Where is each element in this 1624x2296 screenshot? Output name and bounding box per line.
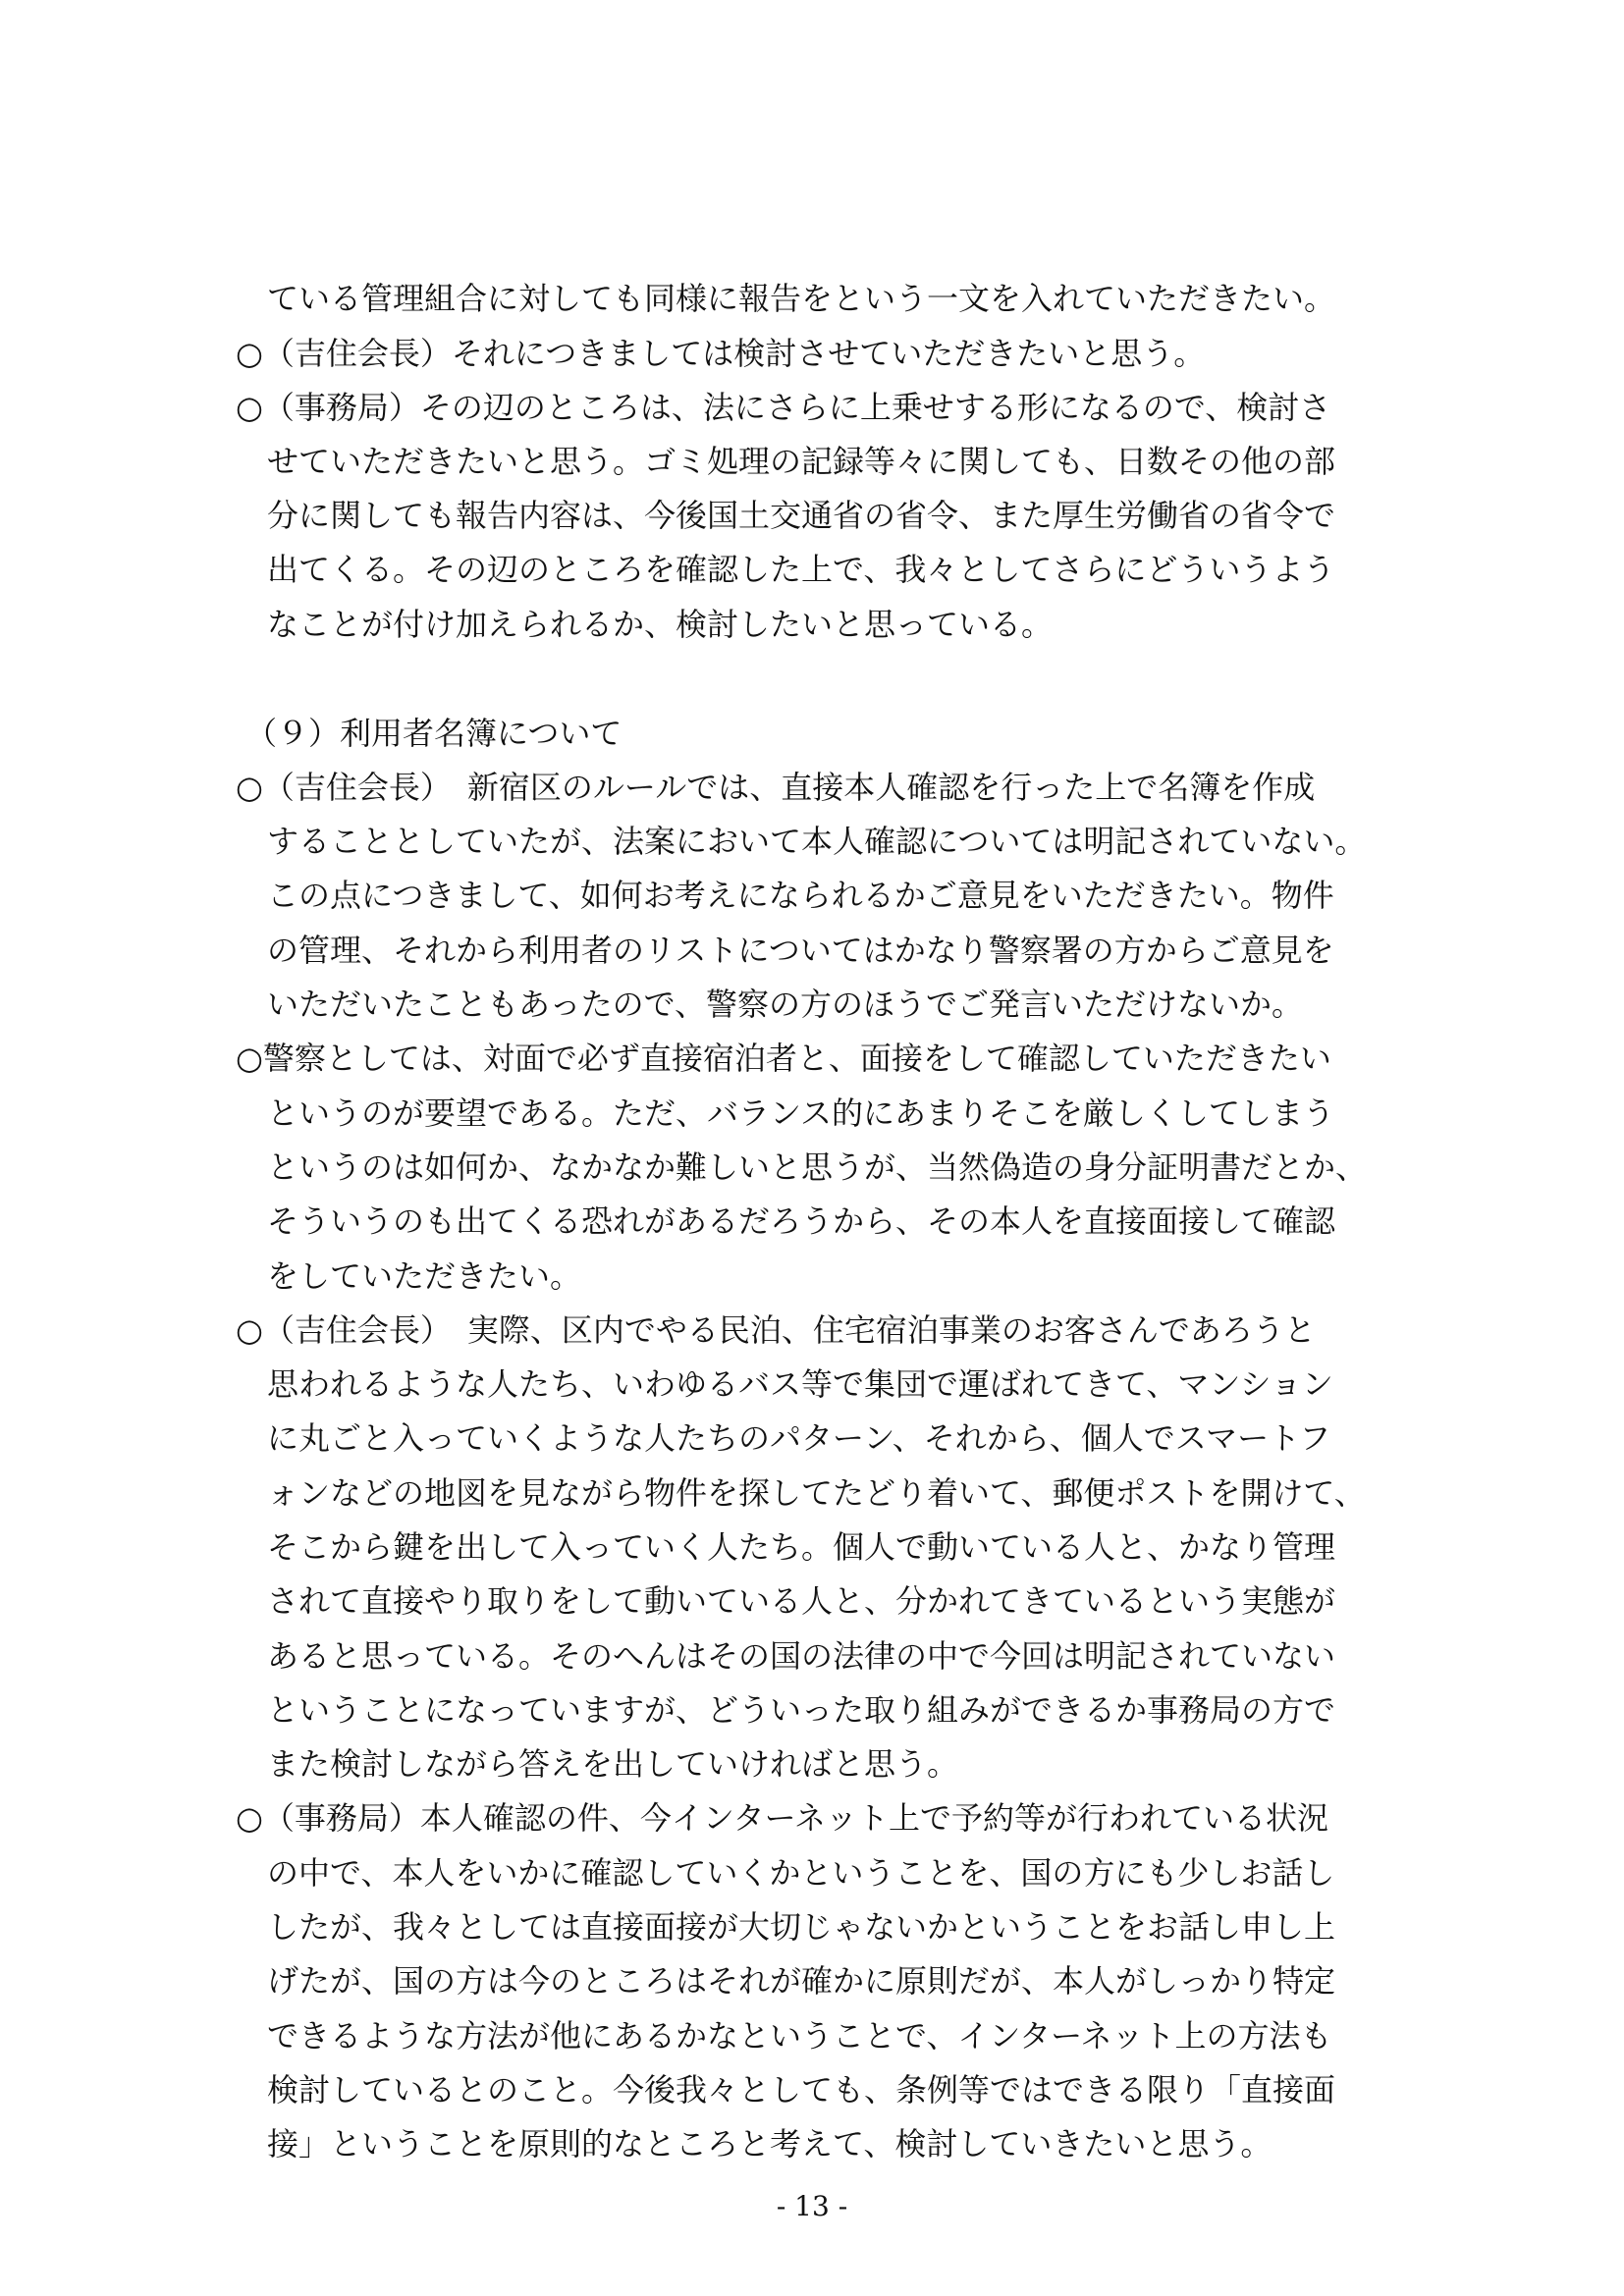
text-line: ○（事務局）その辺のところは、法にさらに上乗せする形になるので、検討さ	[236, 389, 1331, 426]
text-line: また検討しながら答えを出していければと思う。	[236, 1745, 959, 1783]
text-line: 出てくる。その辺のところを確認した上で、我々としてさらにどういうよう	[236, 551, 1335, 588]
text-line: せていただきたいと思う。ゴミ処理の記録等々に関しても、日数その他の部	[236, 443, 1336, 480]
text-line: そういうのも出てくる恐れがあるだろうから、その本人を直接面接して確認	[236, 1202, 1336, 1240]
text-line: というのが要望である。ただ、バランス的にあまりそこを厳しくしてしまう	[236, 1095, 1335, 1132]
text-line: 分に関しても報告内容は、今後国土交通省の省令、また厚生労働省の省令で	[236, 497, 1336, 534]
text-line: この点につきまして、如何お考えになられるかご意見をいただきたい。物件	[236, 877, 1334, 914]
text-line: ○（吉住会長）それにつきましては検討させていただきたいと思う。	[236, 335, 1206, 372]
text-line: なことが付け加えられるか、検討したいと思っている。	[236, 606, 1054, 643]
page-number: - 13 -	[776, 2190, 848, 2222]
text-line: をしていただきたい。	[236, 1257, 582, 1295]
text-line: あると思っている。そのへんはその国の法律の中で今回は明記されていない	[236, 1637, 1336, 1675]
text-line: したが、我々としては直接面接が大切じゃないかということをお話し申し上	[236, 1908, 1336, 1946]
text-line: ている管理組合に対しても同様に報告をという一文を入れていただきたい。	[236, 280, 1336, 317]
text-line: ○（事務局）本人確認の件、今インターネット上で予約等が行われている状況	[236, 1799, 1329, 1837]
text-line: することとしていたが、法案において本人確認については明記されていない。	[236, 823, 1367, 860]
text-line: の管理、それから利用者のリストについてはかなり警察署の方からご意見を	[236, 932, 1334, 969]
text-line: ○（吉住会長） 実際、区内でやる民泊、住宅宿泊事業のお客さんであろうと	[236, 1311, 1316, 1349]
text-line: そこから鍵を出して入っていく人たち。個人で動いている人と、かなり管理	[236, 1528, 1336, 1566]
text-line: 思われるような人たち、いわゆるバス等で集団で運ばれてきて、マンション	[236, 1365, 1333, 1403]
text-line: ○警察としては、対面で必ず直接宿泊者と、面接をして確認していただきたい	[236, 1040, 1331, 1077]
text-line: できるような方法が他にあるかなということで、インターネット上の方法も	[236, 2017, 1332, 2055]
text-line: に丸ごと入っていくような人たちのパターン、それから、個人でスマートフ	[236, 1419, 1331, 1457]
section-heading: （９）利用者名簿について	[245, 715, 623, 752]
text-line: ォンなどの地図を見ながら物件を探してたどり着いて、郵便ポストを開けて、	[236, 1474, 1366, 1512]
text-line: ということになっていますが、どういった取り組みができるか事務局の方で	[236, 1691, 1336, 1729]
text-line: というのは如何か、なかなか難しいと思うが、当然偽造の身分証明書だとか、	[236, 1148, 1368, 1186]
document-body	[236, 0, 1414, 2296]
text-line: げたが、国の方は今のところはそれが確かに原則だが、本人がしっかり特定	[236, 1962, 1336, 2000]
text-line: ○（吉住会長） 新宿区のルールでは、直接本人確認を行った上で名簿を作成	[236, 769, 1316, 806]
text-line: 検討しているとのこと。今後我々としても、条例等ではできる限り「直接面	[236, 2071, 1336, 2109]
text-line: いただいたこともあったので、警察の方のほうでご発言いただけないか。	[236, 986, 1304, 1023]
text-line: 接」ということを原則的なところと考えて、検討していきたいと思う。	[236, 2125, 1272, 2163]
text-line: されて直接やり取りをして動いている人と、分かれてきているという実態が	[236, 1582, 1336, 1620]
text-line: の中で、本人をいかに確認していくかということを、国の方にも少しお話し	[236, 1854, 1335, 1892]
